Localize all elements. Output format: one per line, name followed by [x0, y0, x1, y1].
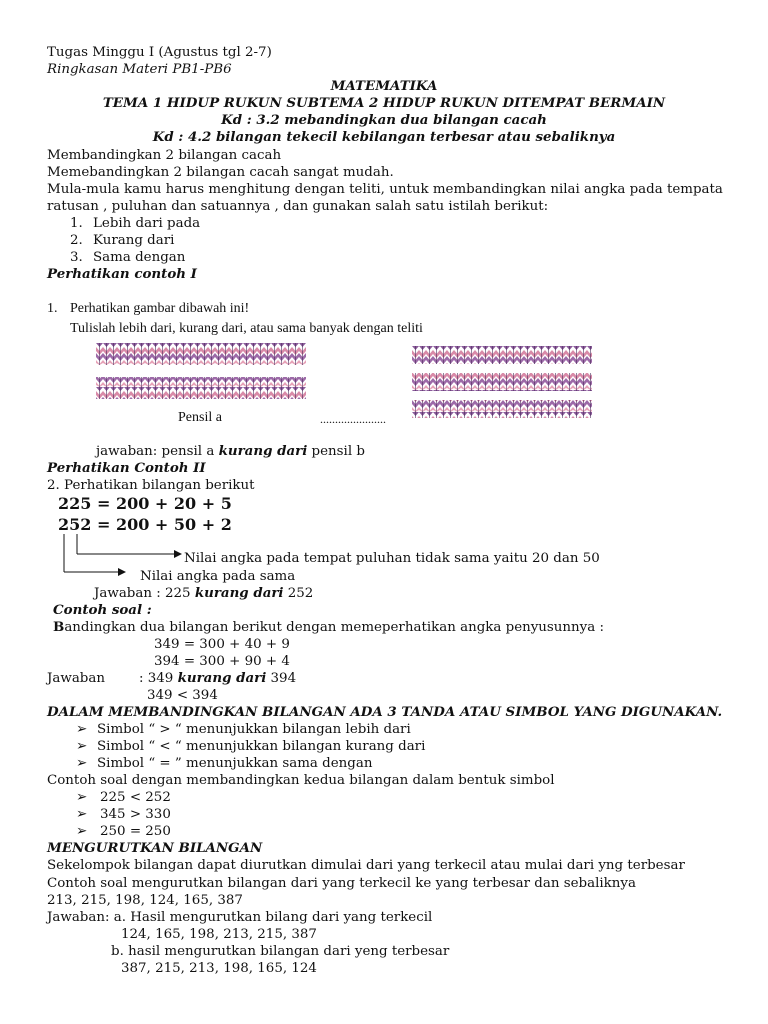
- ordering-answer-b-values: 387, 215, 213, 198, 165, 124: [121, 961, 317, 976]
- practice-instruction: [53, 619, 604, 636]
- practice-answer-relation: kurang dari: [177, 670, 267, 686]
- example-1-heading: Perhatikan contoh I: [47, 266, 197, 282]
- example-1-instruction-1: Perhatikan gambar dibawah ini!: [70, 301, 250, 316]
- assignment-title: Tugas Minggu I (Agustus tgl 2-7): [47, 45, 272, 60]
- practice-instruction-initial: B: [53, 619, 65, 635]
- ordering-line-1: Sekelompok bilangan dapat diurutkan dimulai dari yang terkecil atau mulai dari yng terbesar: [47, 858, 685, 873]
- arrow-bullet-icon: ➢: [76, 739, 88, 754]
- kd-line-2: Kd : 4.2 bilangan tekecil kebilangan terbesar atau sebaliknya: [152, 129, 616, 145]
- example-2-answer-prefix: Jawaban : 225: [94, 586, 195, 601]
- answer-dots: ......................: [320, 412, 386, 426]
- practice-answer: [139, 670, 296, 687]
- summary-title: Ringkasan Materi PB1-PB6: [47, 62, 232, 77]
- ordering-answer-a-values: 124, 165, 198, 213, 215, 387: [121, 927, 317, 942]
- intro-line-2: Memebandingkan 2 bilangan cacah sangat mudah.: [47, 165, 394, 180]
- example-1-instruction-2: Tulislah lebih dari, kurang dari, atau sama banyak dengan teliti: [70, 321, 423, 336]
- example-2-equation-1: 225 = 200 + 20 + 5: [58, 494, 232, 513]
- theme-title: TEMA 1 HIDUP RUKUN SUBTEMA 2 HIDUP RUKUN DITEMPAT BERMAIN: [102, 95, 666, 111]
- pencil-a-label: Pensil a: [178, 410, 222, 425]
- example-2-answer: [94, 585, 313, 602]
- practice-answer-suffix: 394: [266, 671, 297, 686]
- symbol-examples-intro: Contoh soal dengan membandingkan kedua bilangan dalam bentuk simbol: [47, 773, 555, 788]
- arrow-bullet-icon: ➢: [76, 756, 88, 771]
- arrow-bullet-icon: ➢: [76, 790, 88, 805]
- arrow-bullet-icon: ➢: [76, 722, 88, 737]
- intro-line-1: Membandingkan 2 bilangan cacah: [47, 148, 282, 163]
- kd-line-1: Kd : 3.2 mebandingkan dua bilangan cacah: [221, 112, 547, 128]
- term-item-2: Kurang dari: [93, 233, 175, 248]
- intro-line-4: ratusan , puluhan dan satuannya , dan gunakan salah satu istilah berikut:: [47, 199, 549, 214]
- arrow-bullet-icon: ➢: [76, 824, 88, 839]
- example-2-answer-suffix: 252: [283, 586, 314, 601]
- practice-equation-1: 349 = 300 + 40 + 9: [154, 637, 290, 652]
- pencils-a-image: [96, 343, 308, 401]
- symbol-item-2: Simbol “ < “ menunjukkan bilangan kurang dari: [97, 739, 426, 754]
- example-2-answer-relation: kurang dari: [194, 585, 284, 601]
- practice-heading: Contoh soal :: [53, 602, 152, 618]
- example-1-answer: [96, 443, 365, 460]
- ordering-line-2: Contoh soal mengurutkan bilangan dari yang terkecil ke yang terbesar dan sebaliknya: [47, 876, 636, 891]
- ordering-answer-b: b. hasil mengurutkan bilangan dari yeng terbesar: [111, 944, 450, 959]
- practice-instruction-text: andingkan dua bilangan berikut dengan memeperhatikan angka penyusunnya :: [64, 620, 604, 635]
- intro-line-3: Mula-mula kamu harus menghitung dengan teliti, untuk membandingkan nilai angka pada tempata: [47, 182, 723, 197]
- symbol-example-2: 345 > 330: [100, 807, 171, 822]
- pencils-b-image: [412, 346, 594, 424]
- subject-title: MATEMATIKA: [330, 78, 438, 94]
- term-item-1: Lebih dari pada: [93, 216, 201, 231]
- term-number-2: 2.: [70, 233, 83, 248]
- practice-answer-symbol: 349 < 394: [147, 688, 218, 703]
- arrow-bullet-icon: ➢: [76, 807, 88, 822]
- ordering-answer-a: Jawaban: a. Hasil mengurutkan bilang dari yang terkecil: [47, 910, 433, 925]
- term-item-3: Sama dengan: [93, 250, 186, 265]
- symbol-item-1: Simbol “ > “ menunjukkan bilangan lebih dari: [97, 722, 411, 737]
- symbol-item-3: Simbol “ = ” menunjukkan sama dengan: [97, 756, 373, 771]
- practice-equation-2: 394 = 300 + 90 + 4: [154, 654, 290, 669]
- example-2-equation-2: 252 = 200 + 50 + 2: [58, 515, 232, 534]
- example-2-intro: 2. Perhatikan bilangan berikut: [47, 478, 255, 493]
- example-1-number: 1.: [47, 301, 58, 316]
- symbol-example-3: 250 = 250: [100, 824, 171, 839]
- example-1-answer-suffix: pensil b: [307, 444, 365, 459]
- symbol-example-1: 225 < 252: [100, 790, 171, 805]
- ordering-heading: MENGURUTKAN BILANGAN: [47, 840, 263, 856]
- example-2-heading: Perhatikan Contoh II: [47, 460, 206, 476]
- term-number-3: 3.: [70, 250, 83, 265]
- example-1-answer-relation: kurang dari: [218, 443, 308, 459]
- example-2-note-2: Nilai angka pada sama: [140, 569, 296, 584]
- term-number-1: 1.: [70, 216, 83, 231]
- ordering-numbers: 213, 215, 198, 124, 165, 387: [47, 893, 243, 908]
- practice-answer-label: Jawaban: [47, 671, 105, 686]
- symbols-heading: DALAM MEMBANDINGKAN BILANGAN ADA 3 TANDA ATAU SIMBOL YANG DIGUNAKAN.: [47, 704, 723, 720]
- example-1-answer-prefix: jawaban: pensil a: [96, 444, 219, 459]
- example-2-note-1: Nilai angka pada tempat puluhan tidak sama yaitu 20 dan 50: [184, 551, 600, 566]
- practice-answer-prefix: : 349: [139, 671, 178, 686]
